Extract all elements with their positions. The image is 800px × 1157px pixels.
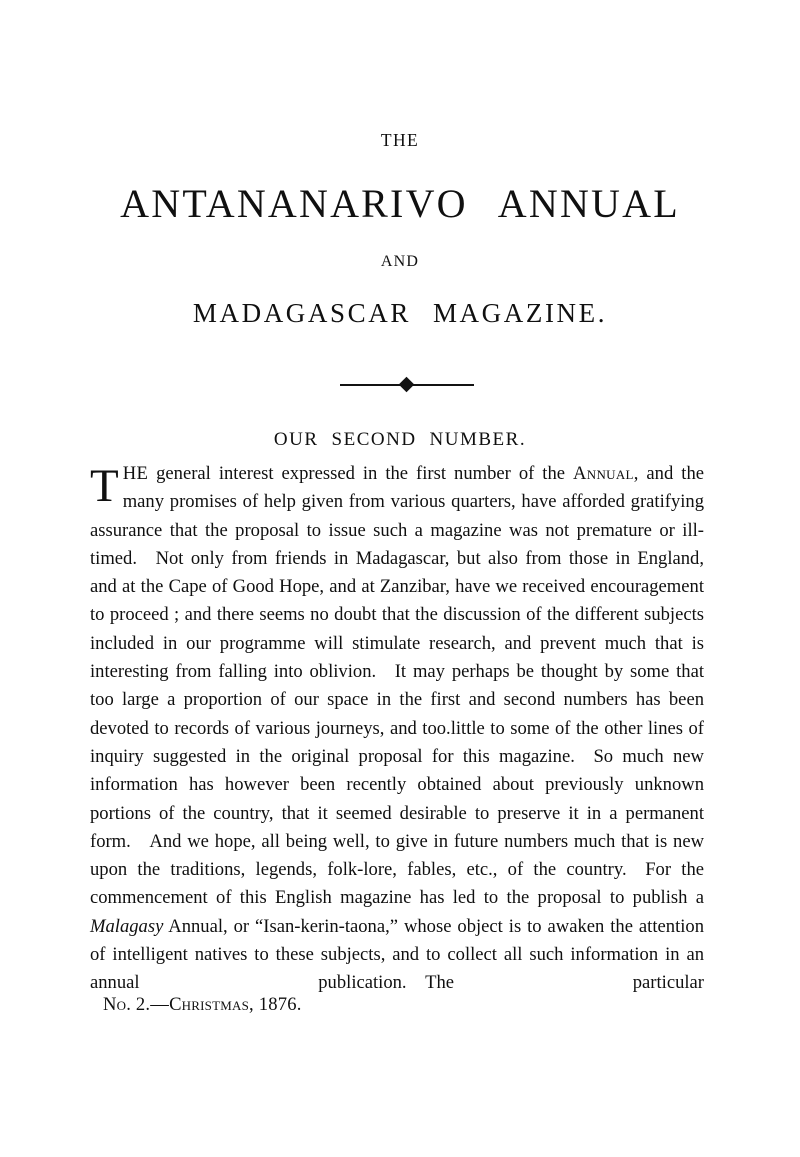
body-text-part-1: general interest expressed in the first number of the: [148, 463, 574, 484]
publication-subtitle: [90, 297, 710, 328]
annual-smallcaps: Annual: [573, 463, 634, 484]
heading-word-second: SECOND: [331, 429, 417, 450]
publication-title: [90, 180, 710, 226]
article-heading: [90, 430, 710, 449]
article-body: [90, 460, 704, 998]
masthead-the: THE: [380, 130, 420, 150]
footer-number-value: 2.—: [131, 994, 170, 1015]
subtitle-word-madagascar: MADAGASCAR: [192, 297, 411, 328]
article-paragraph: [90, 460, 704, 998]
heading-word-our: OUR: [273, 429, 319, 450]
masthead-and: AND: [380, 252, 420, 270]
diamond-rule-divider-icon: [340, 378, 474, 392]
title-word-antananarivo: ANTANANARIVO: [120, 180, 468, 226]
footer-year: , 1876.: [249, 994, 302, 1015]
opening-smallcaps: HE: [122, 463, 149, 484]
masthead: [90, 132, 710, 327]
footer-number-label: No.: [103, 994, 132, 1015]
title-word-annual: ANNUAL: [497, 180, 680, 226]
body-text-part-2: , and the many promises of help given from various quarters, have afforded gratifying assurance that the proposal to issue such a magazine was not premature or ill-timed. Not only from friends in Madagascar, but also from those in England, and at the Cape of Good Hope, and at Zanzibar, have we received encouragement to proceed ; and there seems no doubt that the discussion of the different subjects included in our programme will stimulate research, and prevent much that is interesting from falling into oblivion. It may perhaps be thought by some that too large a proportion of our space in the first and second numbers has been devoted to records of various journeys, and too.little to some of the other lines of inquiry suggested in the original proposal for this magazine. So much new information has however been recently obtained about previously unknown portions of the country, that it seemed desirable to preserve it in a permanent form. And we hope, all being well, to give in future numbers much that is new upon the traditions, legends, folk-lore, fables, etc., of the country. For the commencement of this English magazine has led to the proposal to publish a: [90, 463, 704, 909]
footer-season: Christmas: [169, 994, 250, 1015]
heading-word-number: NUMBER.: [429, 429, 527, 450]
issue-footer: [103, 996, 302, 1015]
divider-diamond: [399, 377, 415, 393]
malagasy-italic: Malagasy: [90, 915, 164, 937]
drop-cap: T: [90, 460, 119, 512]
subtitle-word-magazine: MAGAZINE.: [432, 297, 608, 328]
body-text-part-3: Annual, or “Isan-kerin-taona,” whose object is to awaken the attention of intelligent natives to these subjects, and to collect all such information in an annual publication. The particular: [90, 915, 704, 994]
